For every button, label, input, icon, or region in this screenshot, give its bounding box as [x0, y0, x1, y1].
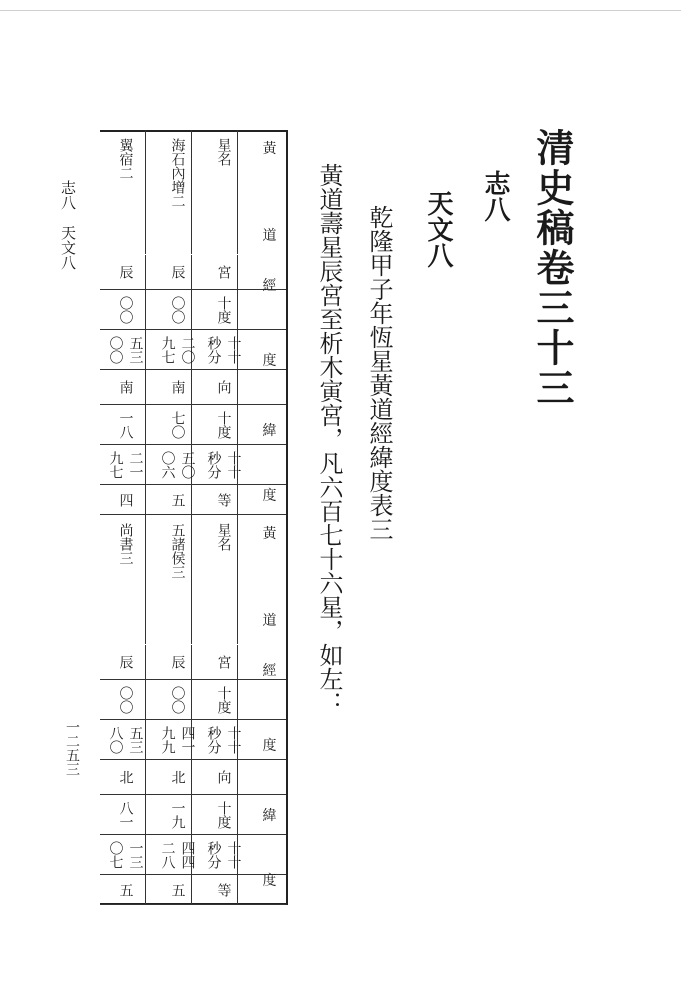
row-label-text: 十度	[215, 685, 232, 714]
row-label-text: 十度	[215, 800, 232, 829]
section-title: 志八	[480, 170, 510, 222]
group-header	[247, 515, 292, 905]
star-cell	[155, 445, 200, 484]
star-cell-text: 〇〇	[117, 295, 134, 324]
star-cell-text: 南	[117, 380, 134, 394]
row-label	[201, 795, 246, 834]
star-cell-text: 四四二八	[159, 840, 196, 869]
star-cell-text: 北	[169, 770, 186, 784]
row-label	[201, 680, 246, 719]
star-cell-text: 五	[117, 882, 134, 897]
row-label	[201, 405, 246, 444]
star-cell	[103, 130, 148, 254]
star-cell	[155, 795, 200, 834]
row-label-text: 十度	[215, 410, 232, 439]
star-cell-text: 南	[169, 380, 186, 394]
row-label-text: 宮	[215, 265, 232, 279]
star-cell-text: 海石內增二	[169, 138, 186, 208]
row-label-text: 十十秒分	[205, 840, 242, 869]
top-rule	[0, 10, 681, 11]
star-cell	[155, 645, 200, 679]
star-cell-text: 五三〇〇	[107, 335, 144, 364]
star-cell	[103, 875, 148, 904]
row-label-text: 宮	[215, 655, 232, 669]
star-cell-text: 辰	[117, 265, 134, 279]
star-table	[100, 130, 288, 905]
row-label	[201, 370, 246, 404]
row-label-text: 十度	[215, 295, 232, 324]
star-cell	[103, 835, 148, 874]
group-header-char: 道	[262, 613, 277, 629]
star-cell	[103, 515, 148, 644]
star-cell-text: 一八	[117, 410, 134, 439]
row-label-text: 十十秒分	[205, 450, 242, 479]
row-label-text: 星名	[215, 138, 232, 166]
row-label	[201, 445, 246, 484]
star-cell	[103, 485, 148, 514]
star-cell	[103, 680, 148, 719]
star-cell-text: 四	[117, 492, 134, 507]
star-cell-text: 尚書三	[117, 523, 134, 565]
row-label	[201, 290, 246, 329]
margin-header: 志八 天文八	[59, 180, 77, 270]
star-cell-text: 辰	[117, 655, 134, 669]
star-cell-text: 北	[117, 770, 134, 784]
group-header-char: 緯	[262, 808, 277, 824]
row-label-text: 向	[215, 380, 232, 394]
row-label	[201, 645, 246, 679]
star-cell	[155, 290, 200, 329]
star-cell	[155, 330, 200, 369]
star-cell-text: 四一九九	[159, 725, 196, 754]
row-label-text: 星名	[215, 523, 232, 551]
star-cell	[155, 835, 200, 874]
star-cell-text: 五諸侯三	[169, 523, 186, 579]
table-title: 乾隆甲子年恆星黃道經緯度表三	[365, 205, 393, 541]
star-cell	[103, 255, 148, 289]
star-cell	[155, 130, 200, 254]
star-cell	[103, 370, 148, 404]
row-label	[201, 875, 246, 904]
group-header-char: 黃	[262, 526, 277, 542]
star-cell	[103, 795, 148, 834]
star-cell-text: 五三八〇	[107, 725, 144, 754]
row-label	[201, 760, 246, 794]
row-label	[201, 255, 246, 289]
star-cell	[155, 485, 200, 514]
group-header-char: 度	[262, 873, 277, 889]
subsection-title: 天文八	[423, 190, 453, 268]
star-cell-text: 五	[169, 882, 186, 897]
star-cell-text: 辰	[169, 265, 186, 279]
row-label-text: 向	[215, 770, 232, 784]
row-label	[201, 835, 246, 874]
star-cell-text: 一九	[169, 800, 186, 829]
star-cell	[155, 370, 200, 404]
group-header-char: 經	[262, 663, 277, 679]
star-cell-text: 〇〇	[169, 295, 186, 324]
row-label	[201, 720, 246, 759]
star-cell	[155, 680, 200, 719]
star-cell	[155, 720, 200, 759]
row-label-text: 十十秒分	[205, 335, 242, 364]
row-label	[201, 485, 246, 514]
group-header-char: 度	[262, 738, 277, 754]
star-cell-text: 八一	[117, 800, 134, 829]
row-label	[201, 130, 246, 254]
group-header-char: 經	[262, 278, 277, 294]
star-cell-text: 二一九七	[107, 450, 144, 479]
star-cell	[155, 875, 200, 904]
group-header-char: 緯	[262, 423, 277, 439]
star-cell	[155, 405, 200, 444]
row-label	[201, 515, 246, 644]
group-header-char: 道	[262, 228, 277, 244]
star-cell-text: 七〇	[169, 410, 186, 439]
star-cell-text: 五	[169, 492, 186, 507]
page-number: 一二五三	[64, 720, 80, 776]
group-header-char: 黃	[262, 141, 277, 157]
intro-text: 黃道壽星辰宮至析木寅宮，凡六百七十六星，如左：	[315, 163, 343, 715]
row-label-text: 十十秒分	[205, 725, 242, 754]
star-cell-text: 〇〇	[117, 685, 134, 714]
star-cell	[155, 760, 200, 794]
star-cell-text: 辰	[169, 655, 186, 669]
star-cell	[155, 515, 200, 644]
star-cell-text: 二〇九七	[159, 335, 196, 364]
star-cell	[103, 445, 148, 484]
star-cell	[155, 255, 200, 289]
book-title: 清史稿卷三十三	[530, 128, 575, 408]
star-cell-text: 五〇〇六	[159, 450, 196, 479]
row-label-text: 等	[215, 492, 232, 507]
star-cell	[103, 645, 148, 679]
group-header-char: 度	[262, 353, 277, 369]
star-cell-text: 〇〇	[169, 685, 186, 714]
star-cell	[103, 760, 148, 794]
star-cell	[103, 720, 148, 759]
star-cell	[103, 405, 148, 444]
star-cell	[103, 290, 148, 329]
star-cell-text: 一三〇七	[107, 840, 144, 869]
row-label	[201, 330, 246, 369]
group-header-char: 度	[262, 488, 277, 504]
group-header	[247, 130, 292, 515]
star-cell	[103, 330, 148, 369]
row-label-text: 等	[215, 882, 232, 897]
star-cell-text: 翼宿二	[117, 138, 134, 180]
